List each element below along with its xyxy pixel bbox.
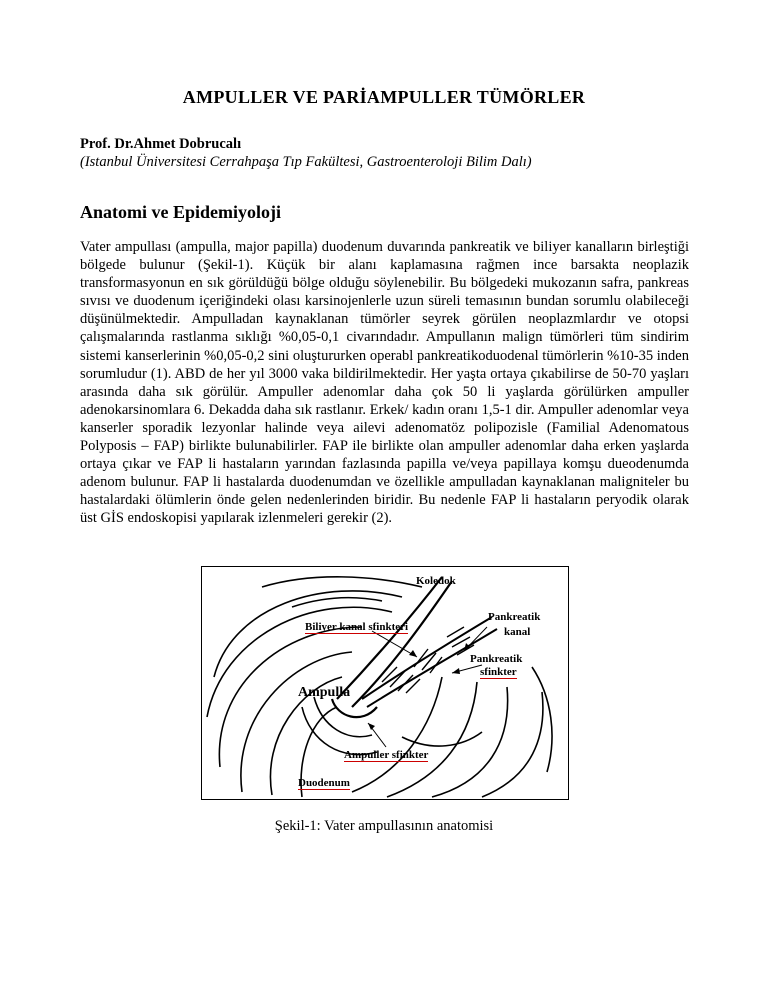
label-pankreatik-sfinkter-line1: Pankreatik [470,653,523,665]
author-name: Prof. Dr.Ahmet Dobrucalı [80,136,242,152]
document-title: AMPULLER VE PARİAMPULLER TÜMÖRLER [182,87,586,107]
label-pankreatik-sfinkter-line2 [480,666,517,678]
anatomy-figure [201,566,569,800]
label-biliyer-sfinkter-text: Biliyer kanal sfinkteri [305,621,409,633]
section-heading: Anatomi ve Epidemiyoloji [80,202,281,222]
label-ampulla: Ampulla [298,685,351,700]
label-ampuller-sfinkter-text: Ampuller sfinkter [344,749,429,761]
label-duodenum-text: Duodenum [298,777,350,789]
label-pankreatik-kanal-line2: kanal [504,626,531,638]
label-pankreatik-kanal-line1: Pankreatik [488,611,541,623]
label-biliyer-sfinkter [305,621,408,633]
label-ampuller-sfinkter [344,749,428,761]
ampulla-drawing [202,567,568,799]
label-pankreatik-sfinkter-line2-text: sfinkter [480,666,517,678]
author-affiliation: (Istanbul Üniversitesi Cerrahpaşa Tıp Fakültesi, Gastroenteroloji Bilim Dalı) [80,154,532,170]
figure-caption: Şekil-1: Vater ampullasının anatomisi [274,818,494,834]
label-koledok: Koledok [416,575,456,587]
body-paragraph: Vater ampullası (ampulla, major papilla) duodenum duvarında pankreatik ve biliyer kanalların birleştiği bölgede bulunur (Şekil-1). Küçük bir alanı kaplamasına rağmen ince barsakta neoplazik transformasyonun en sık görüldüğü bölge olduğu söylenebilir. Bu bölgedeki mukozanın safra, pankreas sıvısı ve duodenum içeriğindeki olası karsinojenlerle uzun süreli temasının bundan sorumlu olabileceği düşünülmektedir. Ampulladan kaynaklanan tümörler seyrek görülen neoplazmlardır ve otopsi çalışmalarında rastlanma sıklığı %0,05-0,1 civarındadır. Ampullanın malign tümörleri tüm sindirim sistemi kanserlerinin %0,05-0,2 sini oluştururken operabl pankreatikoduodenal tümörlerin %10-35 inden sorumludur (1). ABD de her yıl 3000 vaka bildirilmektedir. Her yaşta ortaya çıkabilirse de 50-70 yaşları arasında daha sık görülür. Ampuller adenomlar daha çok 50 li yaşlarda görülürken ampuller adenokarsinomlara 6. Dekadda daha sık rastlanır. Erkek/ kadın oranı 1,5-1 dir. Ampuller adenomlar veya kanserler sporadik lezyonlar halinde veya ailevi adenomatöz polipozisle (Familial Adenomatous Polyposis – FAP) birlikte bulunabilirler. FAP ile birlikte olan ampuller adenomlar daha erken yaşlarda ortaya çıkar ve FAP li hastaların yarından fazlasında papilla ve/veya papillaya komşu dueodenumda adenom bulunur. FAP li hastalarda duodenumdan ve özellikle ampulladan kaynaklanan maligniteler bu hastalardaki ölümlerin önde gelen nedenlerinden biridir. Bu nedenle FAP li hastaların peryodik olarak üst GİS endoskopisi yapılarak izlenmeleri gerekir (2). [80,239,689,527]
label-duodenum [298,777,350,789]
